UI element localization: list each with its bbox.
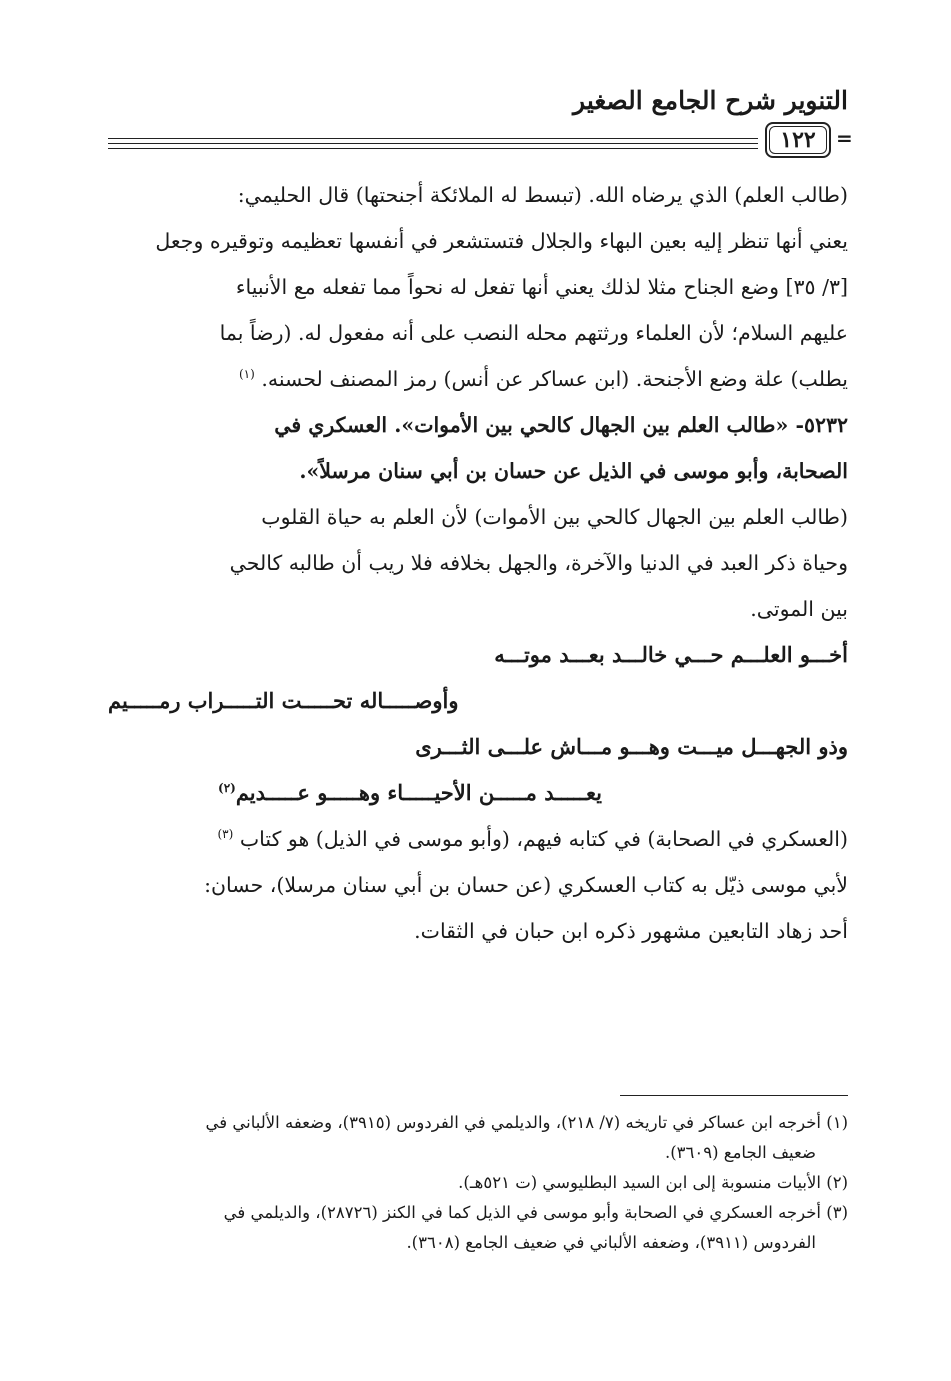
- text-line: عليهم السلام؛ لأن العلماء ورثتهم محله النصب على أنه مفعول له. (رضاً بما: [219, 321, 848, 345]
- footnote-separator: [620, 1095, 848, 1096]
- main-text: [108, 172, 848, 954]
- poem-verse: وذو الجهـــل ميـــت وهـــو مـــاش علـــى الثـــرى: [415, 734, 848, 759]
- page-header: [108, 80, 853, 160]
- text-line: (طالب العلم) الذي يرضاه الله. (تبسط له الملائكة أجنحتها) قال الحليمي:: [237, 183, 848, 207]
- footnote-line: ضعيف الجامع (٣٦٠٩).: [664, 1143, 816, 1162]
- poem-verse: وأوصـــــاله تحـــــت التـــــراب رمـــــيم: [108, 688, 459, 713]
- header-rule: [108, 143, 758, 144]
- poem-verse: [108, 770, 848, 816]
- footnote-marker: (٣): [217, 827, 234, 842]
- footnote-line: الفردوس (٣٩١١)، وضعفه الألباني في ضعيف الجامع (٣٦٠٨).: [406, 1233, 816, 1252]
- text-line-content: (العسكري في الصحابة) في كتابه فيهم، (وأبو موسى في الذيل) هو كتاب: [239, 827, 848, 851]
- text-line: بين الموتى.: [750, 597, 848, 621]
- footnote-line: (١) أخرجه ابن عساكر في تاريخه (٧/ ٢١٨)، والديلمي في الفردوس (٣٩١٥)، وضعفه الألباني في: [205, 1113, 848, 1132]
- text-line: أحد زهاد التابعين مشهور ذكره ابن حبان في الثقات.: [414, 919, 848, 943]
- footnote-line: (٢) الأبيات منسوبة إلى ابن السيد البطليوسي (ت ٥٢١هـ).: [458, 1173, 848, 1192]
- footnotes: [108, 1108, 848, 1258]
- text-line: وحياة ذكر العبد في الدنيا والآخرة، والجهل بخلافه فلا ريب أن طالبه كالحي: [229, 551, 848, 575]
- hadith-line: الصحابة، وأبو موسى في الذيل عن حسان بن أبي سنان مرسلاً».: [299, 459, 848, 483]
- text-line: [٣/ ٣٥] وضع الجناح مثلا لذلك يعني أنها تفعل له نحواً مما تفعله مع الأنبياء: [235, 275, 848, 299]
- header-rule: [108, 148, 758, 149]
- footnote-marker: (٢): [218, 781, 236, 795]
- text-line: (طالب العلم بين الجهال كالحي بين الأموات) لأن العلم به حياة القلوب: [261, 505, 848, 529]
- text-line: لأبي موسى ذيّل به كتاب العسكري (عن حسان بن أبي سنان مرسلا)، حسان:: [204, 873, 848, 897]
- text-line-content: يطلب) علة وضع الأجنحة. (ابن عساكر عن أنس) رمز المصنف لحسنه.: [261, 367, 848, 391]
- edge-mark: =: [836, 126, 853, 150]
- text-line: يعني أنها تنظر إليه بعين البهاء والجلال فتستشعر في أنفسها تعظيمه وتوقيره وجعل: [155, 229, 848, 253]
- page-number: ١٢٢: [765, 122, 831, 158]
- poem-verse: أخـــو العلـــم حـــي خالـــد بعـــد موتـــه: [494, 642, 848, 667]
- poem-verse-text: يعـــــد مـــــن الأحيـــــاء وهـــــو عـــــديم: [235, 780, 602, 805]
- header-rule: [108, 138, 758, 139]
- text-line: [108, 356, 848, 402]
- hadith-line: ٥٢٣٢- «طالب العلم بين الجهال كالحي بين الأموات». العسكري في: [274, 413, 848, 437]
- footnote-line: (٣) أخرجه العسكري في الصحابة وأبو موسى في الذيل كما في الكنز (٢٨٧٢٦)، والديلمي في: [223, 1203, 848, 1222]
- book-title: التنوير شرح الجامع الصغير: [573, 86, 848, 115]
- footnote-marker: (١): [238, 367, 255, 382]
- text-line: [108, 816, 848, 862]
